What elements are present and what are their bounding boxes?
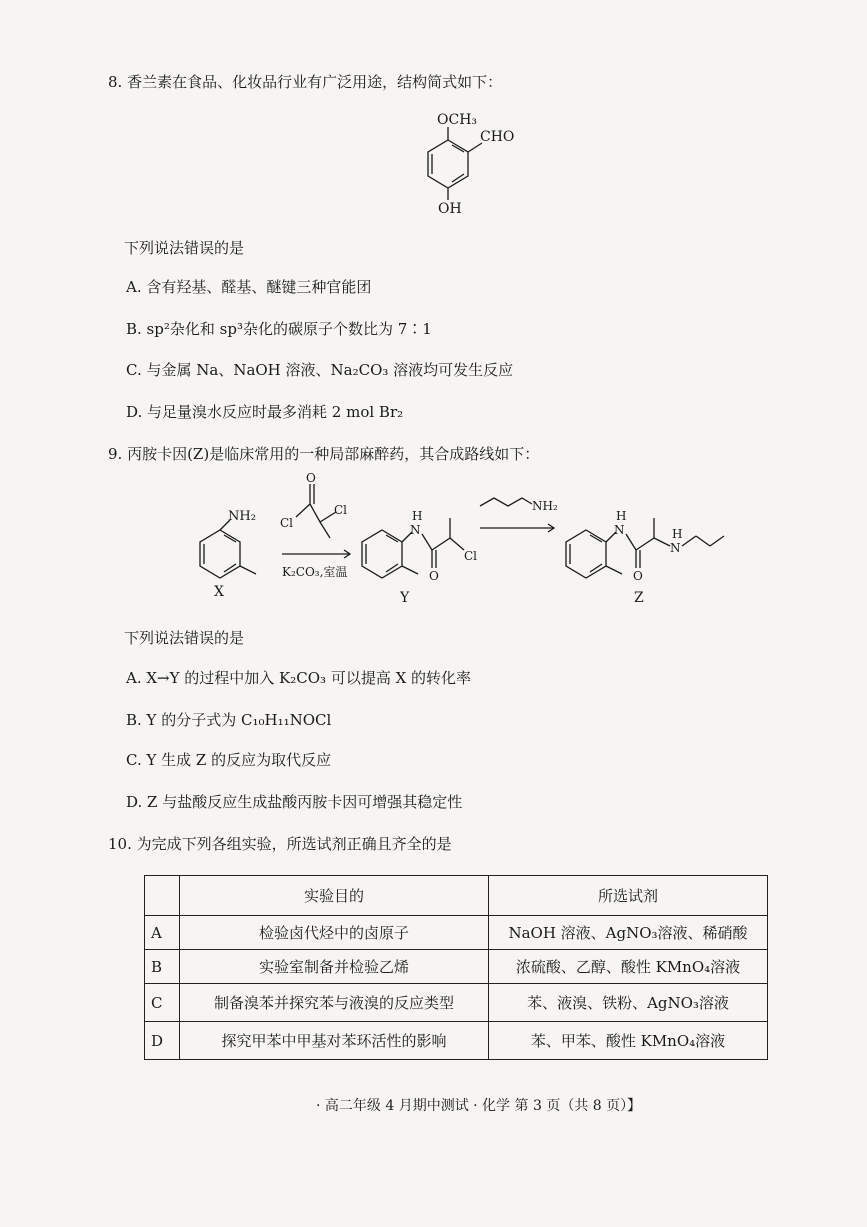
q8-option-c: C. 与金属 Na、NaOH 溶液、Na₂CO₃ 溶液均可发生反应: [126, 361, 514, 379]
table-cell: 实验室制备并检验乙烯: [180, 950, 489, 984]
q9-prompt: 下列说法错误的是: [124, 629, 245, 647]
z-n-label-1: N: [614, 523, 625, 537]
q8-option-a: A. 含有羟基、醛基、醚键三种官能团: [126, 278, 372, 296]
reagent-o-label: O: [306, 472, 316, 485]
reagent-cl-label-1: Cl: [280, 516, 294, 530]
q8-option-d: D. 与足量溴水反应时最多消耗 2 mol Br₂: [126, 403, 404, 421]
table-header-row: [145, 876, 768, 916]
table-cell: NaOH 溶液、AgNO₃溶液、稀硝酸: [489, 916, 768, 950]
x-label: X: [214, 584, 224, 600]
table-cell: 苯、甲苯、酸性 KMnO₄溶液: [489, 1022, 768, 1060]
table-row: [145, 950, 768, 984]
synthesis-scheme: [170, 472, 770, 612]
q9-option-b: B. Y 的分子式为 C₁₀H₁₁NOCl: [126, 711, 332, 729]
och3-label: OCH₃: [437, 112, 478, 128]
table-cell: 浓硫酸、乙醇、酸性 KMnO₄溶液: [489, 950, 768, 984]
z-h-label-2: H: [672, 527, 683, 541]
table-cell: A: [145, 916, 180, 950]
reagent-cl-label-2: Cl: [334, 503, 348, 517]
q9-option-a: A. X→Y 的过程中加入 K₂CO₃ 可以提高 X 的转化率: [126, 669, 472, 687]
z-o-label: O: [633, 569, 643, 583]
table-cell: B: [145, 950, 180, 984]
table-cell: D: [145, 1022, 180, 1060]
table-row: [145, 916, 768, 950]
y-cl-label: Cl: [464, 549, 478, 563]
amine-nh2-label: NH₂: [532, 499, 558, 513]
y-h-label: H: [412, 509, 423, 523]
y-o-label: O: [429, 569, 439, 583]
table-header-cell: [145, 876, 180, 916]
experiment-table: [144, 875, 768, 1060]
q10-stem: 10. 为完成下列各组实验，所选试剂正确且齐全的是: [108, 835, 452, 853]
table-cell: C: [145, 984, 180, 1022]
table-cell: 探究甲苯中甲基对苯环活性的影响: [180, 1022, 489, 1060]
q9-stem: 9. 丙胺卡因(Z)是临床常用的一种局部麻醉药，其合成路线如下：: [108, 445, 540, 463]
cho-label: CHO: [480, 129, 515, 145]
table-row: [145, 984, 768, 1022]
z-n-label-2: N: [670, 541, 681, 555]
x-nh2-label: NH₂: [228, 509, 256, 524]
table-header-cell: 实验目的: [180, 876, 489, 916]
q9-option-c: C. Y 生成 Z 的反应为取代反应: [126, 751, 332, 769]
oh-label: OH: [438, 201, 462, 217]
q8-option-b: B. sp²杂化和 sp³杂化的碳原子个数比为 7∶1: [126, 320, 432, 338]
q8-stem: 8. 香兰素在食品、化妆品行业有广泛用途，结构简式如下：: [108, 73, 503, 91]
table-cell: 检验卤代烃中的卤原子: [180, 916, 489, 950]
table-cell: 苯、液溴、铁粉、AgNO₃溶液: [489, 984, 768, 1022]
vanillin-structure: [400, 105, 540, 217]
z-h-label-1: H: [616, 509, 627, 523]
page-footer: · 高二年级 4 月期中测试 · 化学 第 3 页（共 8 页）】: [316, 1098, 642, 1114]
y-n-label: N: [410, 523, 421, 537]
table-cell: 制备溴苯并探究苯与液溴的反应类型: [180, 984, 489, 1022]
table-header-cell: 所选试剂: [489, 876, 768, 916]
table-row: [145, 1022, 768, 1060]
q8-prompt: 下列说法错误的是: [124, 239, 245, 257]
reaction-condition: K₂CO₃,室温: [282, 565, 348, 579]
y-label: Y: [400, 590, 410, 606]
q9-option-d: D. Z 与盐酸反应生成盐酸丙胺卡因可增强其稳定性: [126, 793, 463, 811]
z-label: Z: [634, 590, 644, 606]
